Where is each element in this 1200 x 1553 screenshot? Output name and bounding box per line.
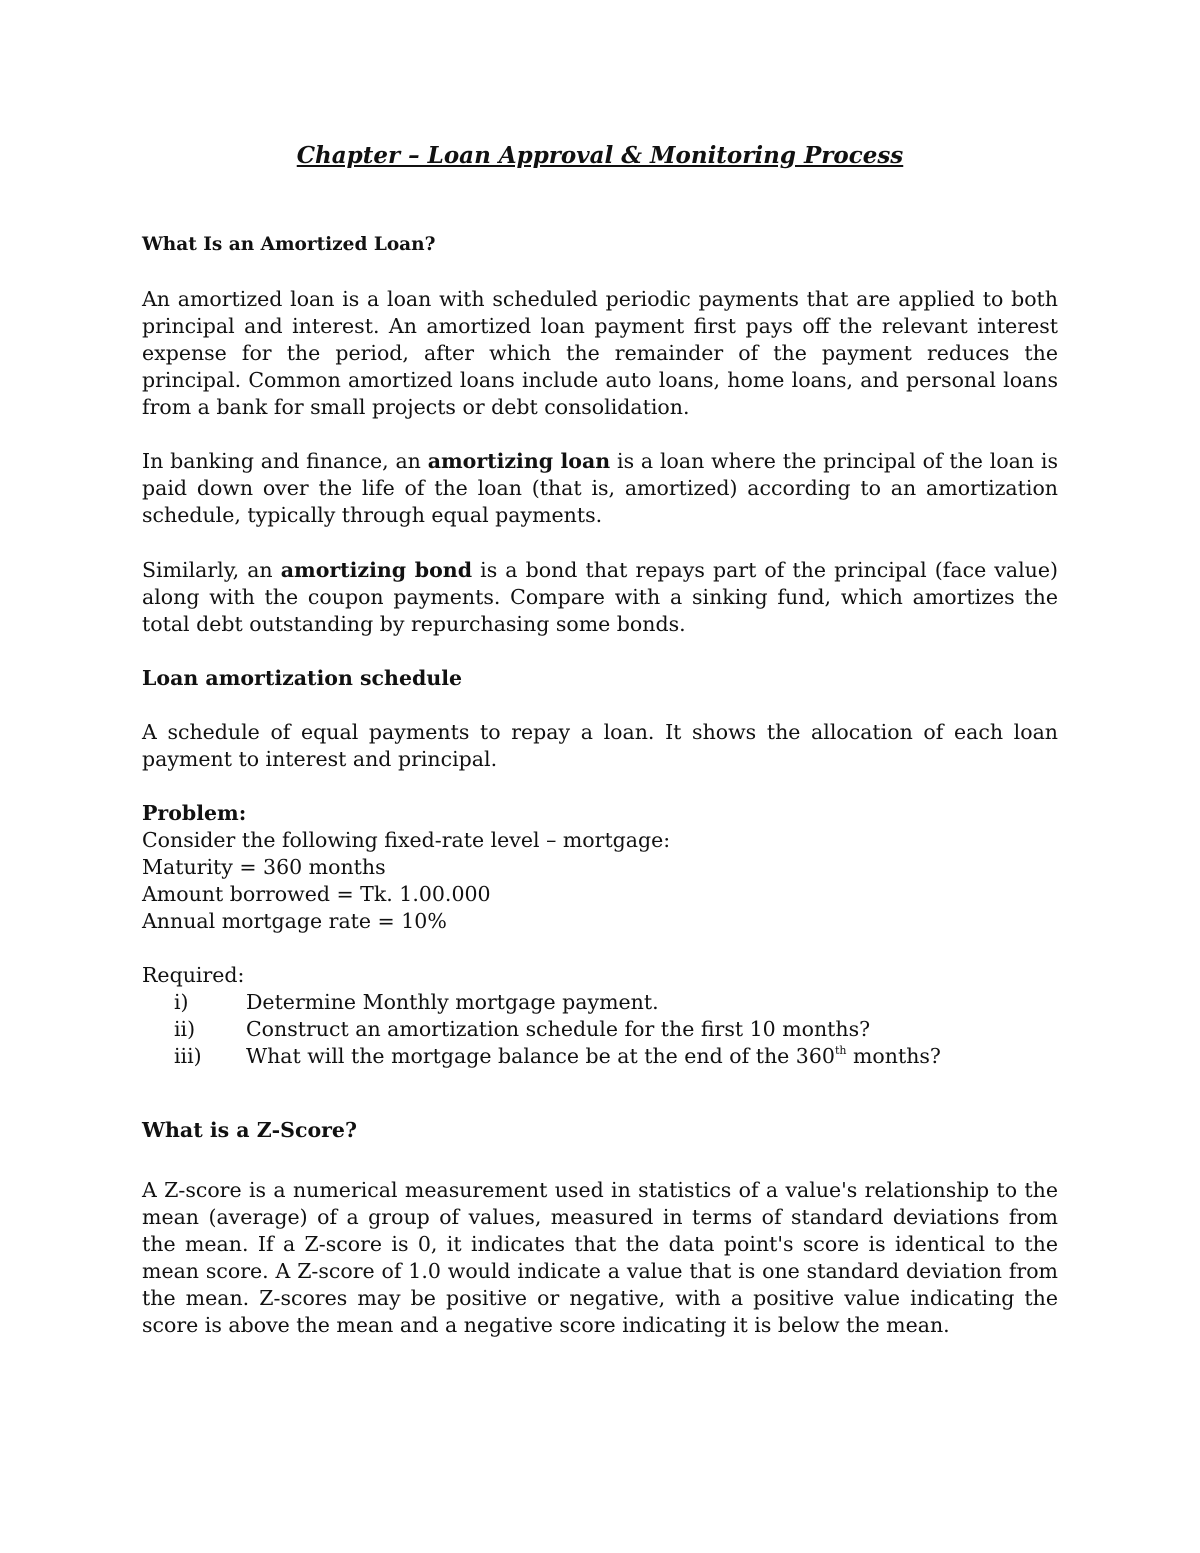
- problem-line-maturity: Maturity = 360 months: [142, 855, 386, 879]
- schedule-heading: Loan amortization schedule: [142, 666, 463, 690]
- zscore-paragraph: A Z-score is a numerical measurement used in statistics of a value's relationship to the mean (average) of a group of values, measured in terms of standard deviations from the mean. If a Z-score is 0, it indicates that the data point's score is identical to the mean score. A Z-score of 1.0 would indicate a value that is one standard deviation from the mean. Z-scores may be positive or negative, with a positive value indicating the score is above the mean and a negative score indicating it is below the mean.: [142, 1178, 1058, 1337]
- amortizing-loan-text-before: In banking and finance, an: [142, 449, 428, 473]
- amortizing-loan-text-after: is a loan where the principal of the loan is paid down over the life of the loan (that is, amortized) according to an amortization schedule, typically through equal payments.: [142, 449, 1058, 527]
- problem-line-mortgage: Consider the following fixed-rate level – mortgage:: [142, 828, 671, 852]
- zscore-heading: What is a Z-Score?: [142, 1118, 357, 1142]
- item-text: Determine Monthly mortgage payment.: [246, 990, 659, 1014]
- problem-heading: Problem:: [142, 801, 247, 825]
- item-text: [246, 1043, 941, 1070]
- required-label: Required:: [142, 963, 245, 987]
- amortizing-bond-paragraph: [142, 557, 1058, 638]
- problem-line-rate: Annual mortgage rate = 10%: [142, 909, 447, 933]
- item-number: i): [174, 990, 189, 1014]
- amortized-loan-heading: What Is an Amortized Loan?: [142, 234, 436, 255]
- amortizing-loan-term: amortizing loan: [427, 449, 611, 473]
- required-list: [142, 989, 1058, 1070]
- list-item: [142, 1016, 1058, 1043]
- list-item: [142, 989, 1058, 1016]
- item-number: ii): [174, 1017, 196, 1041]
- problem-section: [142, 800, 1058, 935]
- item-number: iii): [174, 1044, 202, 1068]
- amortizing-bond-term: amortizing bond: [280, 558, 473, 582]
- list-item: [142, 1043, 1058, 1070]
- amortizing-bond-text-after: is a bond that repays part of the principal (face value) along with the coupon payments. Compare with a sinking fund, which amortizes the total debt outstanding by repurchasing some bonds.: [142, 558, 1058, 636]
- amortized-loan-paragraph: An amortized loan is a loan with scheduled periodic payments that are applied to both principal and interest. An amortized loan payment first pays off the relevant interest expense for the period, after which the remainder of the payment reduces the principal. Common amortized loans include auto loans, home loans, and personal loans from a bank for small projects or debt consolidation.: [142, 287, 1058, 419]
- item-text-after: months?: [846, 1044, 941, 1068]
- ordinal-suffix: th: [834, 1044, 847, 1058]
- chapter-title: Chapter – Loan Approval & Monitoring Process: [296, 142, 904, 169]
- amortizing-loan-paragraph: [142, 448, 1058, 529]
- amortizing-bond-text-before: Similarly, an: [142, 558, 281, 582]
- item-text-before: What will the mortgage balance be at the end of the 360: [246, 1044, 835, 1068]
- problem-line-amount: Amount borrowed = Tk. 1.00.000: [142, 882, 491, 906]
- item-text: Construct an amortization schedule for the first 10 months?: [246, 1017, 871, 1041]
- schedule-paragraph: A schedule of equal payments to repay a loan. It shows the allocation of each loan payment to interest and principal.: [142, 720, 1058, 771]
